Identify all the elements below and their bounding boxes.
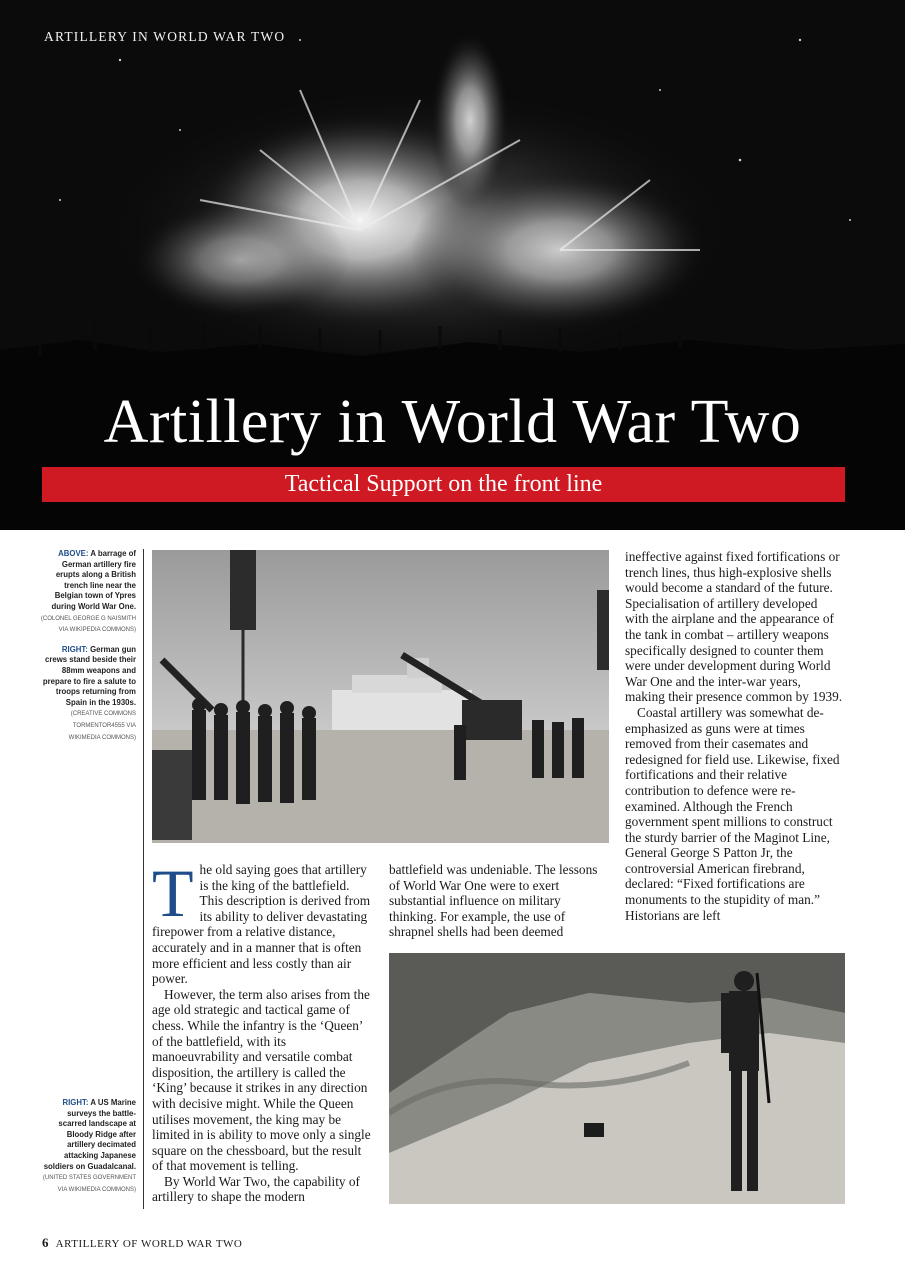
drop-cap: T <box>152 855 194 931</box>
subtitle-banner: Tactical Support on the front line <box>42 467 845 502</box>
body-column-1 <box>152 855 374 1205</box>
caption-above <box>40 549 136 636</box>
caption-column <box>40 549 136 743</box>
paragraph: battlefield was undeniable. The lessons of World War One were to exert substantial influence on military thinking. For example, the use of shrapnel shells had been deemed <box>389 862 598 940</box>
paragraph: However, the term also arises from the age old strategic and tactical game of chess. While the infantry is the ‘Queen’ of the battlefield, with its manoeuvrability and versatile combat disposition, the artillery is called the ‘King’ because it strikes in any direction with decisive might. While the Queen utilises movement, the king may be limited in is ability to move only a single square on the chessboard, but the result of that movement is telling. <box>152 986 371 1174</box>
caption-credit: (COLONEL GEORGE G NAISMITH VIA WIKIPEDIA COMMONS) <box>40 615 136 634</box>
caption-text: German gun crews stand beside their 88mm weapons and prepare to fire a salute to troops returning from Spain in the 1930s. <box>42 644 136 707</box>
caption-credit: (UNITED STATES GOVERNMENT VIA WIKIMEDIA COMMONS) <box>42 1175 136 1193</box>
caption-label: RIGHT: <box>62 1098 89 1107</box>
paragraph: By World War Two, the capability of artillery to shape the modern <box>152 1173 360 1205</box>
caption-text: A barrage of German artillery fire erupts along a British trench line near the Belgian town of Ypres during World War One. <box>51 549 136 611</box>
section-kicker: ARTILLERY IN WORLD WAR TWO <box>44 29 286 44</box>
caption-credit: (CREATIVE COMMONS TORMENTOR4555 VIA WIKIMEDIA COMMONS) <box>68 711 136 741</box>
page-footer <box>42 1235 242 1251</box>
caption-right-marine <box>40 1098 136 1195</box>
caption-label: ABOVE: <box>58 549 89 558</box>
paragraph: The old saying goes that artillery is the king of the battlefield. This description is derived from its ability to deliver devastating firepower from a relative distance, accurately and in a manner that is often more efficient and less costly than air power. <box>152 855 371 987</box>
caption-text: A US Marine surveys the battle-scarred landscape at Bloody Ridge after artillery decimated attacking Japanese soldiers on Guadalcanal. <box>43 1098 136 1171</box>
page-number: 6 <box>42 1235 49 1250</box>
paragraph: Coastal artillery was somewhat de-emphasized as guns were at times removed from their casemates and redesigned for field use. Likewise, fixed fortifications and their relative contribution to defence were re-examined. Although the French government spent millions to construct the sturdy barrier of the Maginot Line, General George S Patton Jr, the controversial American firebrand, declared: “Fixed fortifications are monuments to the stupidity of man.” Historians are left <box>625 704 840 923</box>
caption-column-lower <box>40 1098 136 1195</box>
page-title: Artillery in World War Two <box>103 388 802 456</box>
gun-crews-photo <box>152 550 609 843</box>
caption-label: RIGHT: <box>61 644 88 654</box>
caption-right-gun-crews <box>40 645 136 743</box>
paragraph: ineffective against fixed fortifications or trench lines, thus high-explosive shells would become a standard of the future. Specialisation of artillery developed with the airplane and the appearance of the tank in combat – artillery weapons specifically designed to counter them were under development during World War One and the inter-war years, making their presence common by 1939. <box>625 549 843 705</box>
caption-divider <box>143 549 144 1209</box>
bloody-ridge-photo <box>389 953 845 1204</box>
body-column-3 <box>625 549 843 923</box>
hero-photo <box>0 0 905 530</box>
publication-name: ARTILLERY OF WORLD WAR TWO <box>55 1238 243 1250</box>
body-column-2 <box>389 862 611 940</box>
